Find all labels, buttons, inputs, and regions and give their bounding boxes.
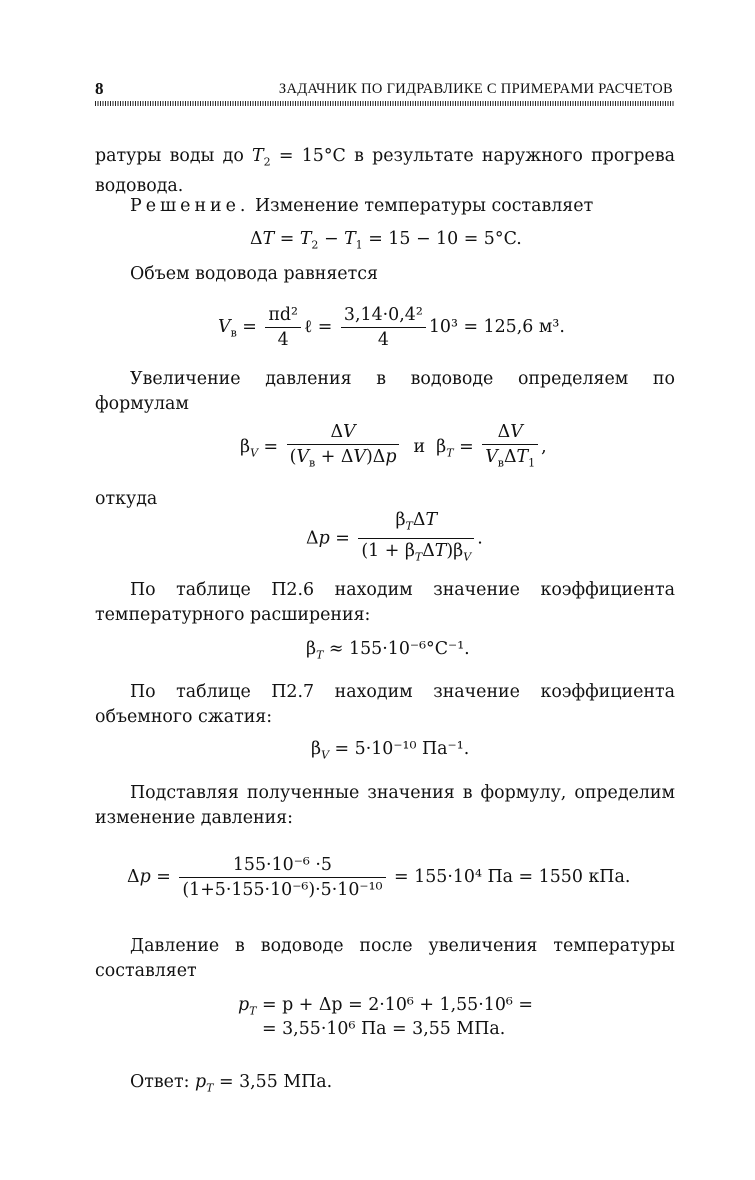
- formula-beta-v: $\beta_V = 5\cdot 10^{-10}$ Па⁻¹.: [311, 739, 470, 762]
- formula-delta-t: $\Delta T = T_2 - T_1 = 15 - 10 = 5^\circ C$.: [250, 229, 522, 252]
- formula-delta-p: Δp = $\frac{\beta_T\Delta T}{(1 + \beta_T\Delta T)\beta_V}$ .: [306, 508, 483, 570]
- formula-delta-p-result: Δp = $\frac{\text{155·10⁻⁶ ·5}}{\text{(1+5·155·10⁻⁶)·5·10⁻¹⁰}}$ = 155·10⁴ Па = 1550 кПа.: [127, 855, 631, 900]
- paragraph-solution: Решение. Изменение температуры составляет: [130, 196, 594, 216]
- paragraph-volume: Объем водовода равняется: [130, 264, 378, 284]
- paragraph-substitute: Подставляя полученные значения в формулу, определим изменение давления:: [95, 783, 675, 828]
- formula-volume: $V_в$ = $\frac{\text{πd²}}{4}$ ℓ = $\frac{\text{3,14·0,4²}}{4}$ 10³ = 125,6 м³.: [218, 305, 565, 350]
- answer: Ответ: $p_T = 3,55$ МПа.: [130, 1072, 333, 1095]
- formula-pt-line2: = 3,55·10⁶ Па = 3,55 МПа.: [262, 1019, 506, 1039]
- formula-beta-t: $\beta_T \approx 155\cdot 10^{-6}^\circ C^{-1}$.: [306, 639, 470, 662]
- paragraph-table-27: По таблице П2.7 находим значение коэффициента объемного сжатия:: [95, 682, 675, 727]
- paragraph-pressure: Увеличение давления в водоводе определяем по формулам: [95, 369, 675, 414]
- formula-pt-line1: $p_T = p + \Delta p = 2\cdot 10^6 + 1,55\cdot 10^6$ =: [238, 995, 533, 1018]
- paragraph-whence: откуда: [95, 489, 158, 509]
- header-rule: [95, 101, 675, 106]
- paragraph-intro: ратуры воды до $T_2 = 15^\circ C$ в результате наружного прогрева водовода.: [95, 146, 675, 197]
- paragraph-table-26: По таблице П2.6 находим значение коэффициента температурного расширения:: [95, 580, 675, 625]
- solution-label: Решение.: [130, 196, 250, 216]
- page-number: 8: [95, 79, 104, 98]
- paragraph-final: Давление в водоводе после увеличения температуры составляет: [95, 936, 675, 981]
- formula-betas: $\beta_V$ = $\frac{\Delta V}{(V_в + \Delta V)\Delta p}$ и $\beta_T$ = $\frac{\Delta V}{V_в\Delta T_1}$ ,: [240, 420, 547, 475]
- running-header: ЗАДАЧНИК ПО ГИДРАВЛИКЕ С ПРИМЕРАМИ РАСЧЕТОВ: [278, 81, 673, 97]
